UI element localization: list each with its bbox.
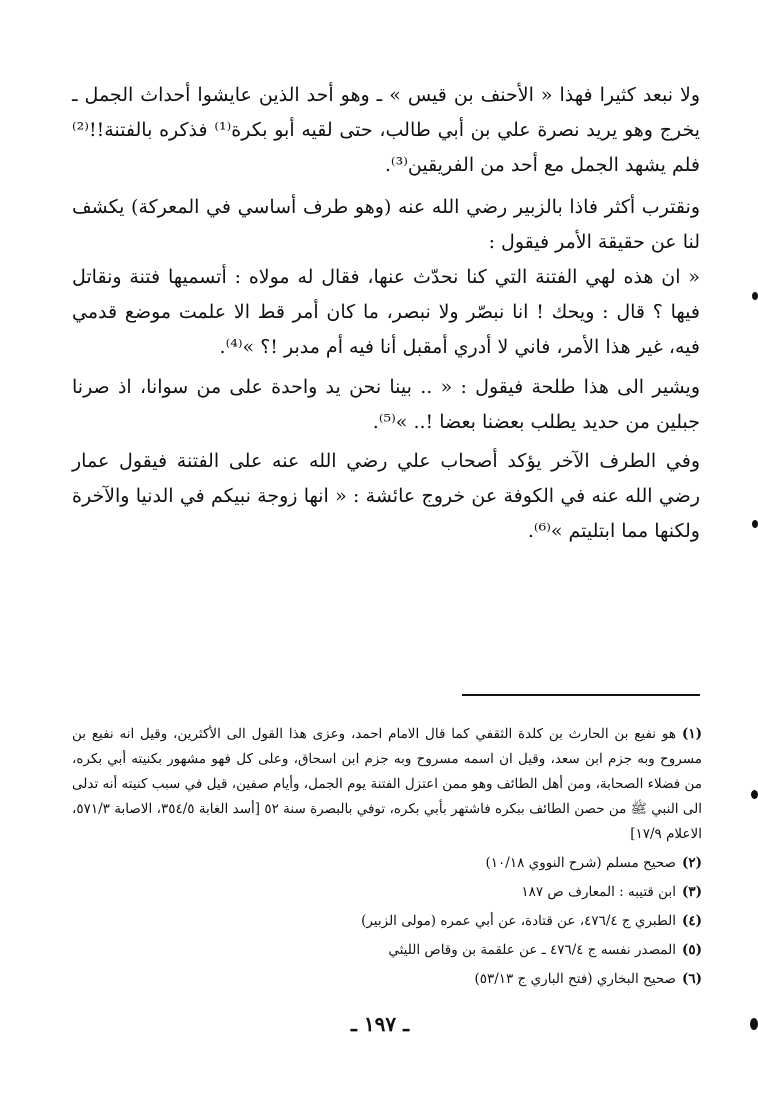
footnote-text: صحيح البخاري (فتح الباري ج ٥٣/١٣) — [474, 971, 676, 987]
footnote-3 — [72, 880, 702, 905]
footnote-5 — [72, 938, 702, 963]
page-number: ـ ١٩٧ ـ — [351, 1012, 409, 1036]
footnote-text: هو نفيع بن الحارث بن كلدة الثقفي كما قال الامام احمد، وعزى هذا القول الى الأكثرين، وقيل انه نفيع بن مسروح وبه جزم ابن سعد، وقيل ان اسمه مسروح وبه جزم ابن اسحاق، وعلى كل فهو مشهور بكنيته أبي بكره، من فضلاء الصحابة، ومن أهل الطائف وهو ممن اعتزل الفتنة يوم الجمل، وأيام صفين، قيل في سبب كنيته أنه تدلى الى النبي ﷺ من حصن الطائف ببكره فاشتهر بأبي بكره، توفي بالبصرة سنة ٥٢ [أسد الغابة ٣٥٤/٥، الاصابة ٥٧١/٣، الاعلام ١٧/٩] — [72, 726, 702, 842]
footnote-number: (٥) — [681, 942, 702, 958]
footnote-text: المصدر نفسه ج ٤٧٦/٤ ـ عن علقمة بن وقاص الليثي — [388, 942, 676, 958]
footnote-text: ابن قتيبه : المعارف ص ١٨٧ — [521, 884, 676, 900]
body-paragraph-3: « ان هذه لهي الفتنة التي كنا نحدّث عنها، فقال له مولاه : أتسميها فتنة ونقاتل فيها ؟ قال : ويحك ! انا نبصّر ولا نبصر، ما كان أمر قط الا علمت موضع قدمي فيه، غير هذا الأمر، فاني لا أدري أمقبل أنا فيه أم مدبر !؟ »⁽⁴⁾. — [72, 266, 700, 358]
footnote-1 — [72, 722, 702, 847]
footnotes-list — [72, 722, 702, 996]
body-paragraph-4: ويشير الى هذا طلحة فيقول : « .. بينا نحن يد واحدة على من سوانا، اذ صرنا جبلين من حديد يطلب بعضنا بعضا !.. »⁽⁵⁾. — [72, 376, 700, 433]
body-paragraph-5: وفي الطرف الآخر يؤكد أصحاب علي رضي الله عنه على الفتنة فيقول عمار رضي الله عنه في الكوفة عن خروج عائشة : « انها زوجة نبيكم في الدنيا والآخرة ولكنها مما ابتليتم »⁽⁶⁾. — [72, 450, 700, 542]
footnote-number: (٤) — [681, 913, 702, 929]
footnote-2 — [72, 851, 702, 876]
scan-edge-mark — [750, 1018, 758, 1030]
scan-edge-mark — [751, 790, 758, 799]
footnote-6 — [72, 967, 702, 992]
scan-edge-mark — [752, 520, 758, 528]
footnote-number: (٣) — [681, 884, 702, 900]
footnote-text: الطبري ج ٤٧٦/٤، عن قتادة، عن أبي عمره (مولى الزبير) — [361, 913, 676, 929]
body-paragraph-1: ولا نبعد كثيرا فهذا « الأحنف بن قيس » ـ وهو أحد الذين عايشوا أحداث الجمل ـ يخرج وهو يريد نصرة علي بن أبي طالب، حتى لقيه أبو بكرة⁽¹⁾ فذكره بالفتنة!!⁽²⁾ فلم يشهد الجمل مع أحد من الفريقين⁽³⁾. — [72, 84, 700, 176]
footnote-text: صحيح مسلم (شرح النووي ١٠/١٨) — [485, 855, 676, 871]
footnote-divider — [462, 694, 700, 696]
body-paragraph-2: ونقترب أكثر فاذا بالزبير رضي الله عنه (وهو طرف أساسي في المعركة) يكشف لنا عن حقيقة الأمر فيقول : — [72, 196, 700, 253]
scan-edge-mark — [752, 292, 758, 300]
footnote-number: (١) — [681, 726, 702, 742]
footnote-number: (٦) — [681, 971, 702, 987]
footnote-number: (٢) — [681, 855, 702, 871]
footnote-4 — [72, 909, 702, 934]
